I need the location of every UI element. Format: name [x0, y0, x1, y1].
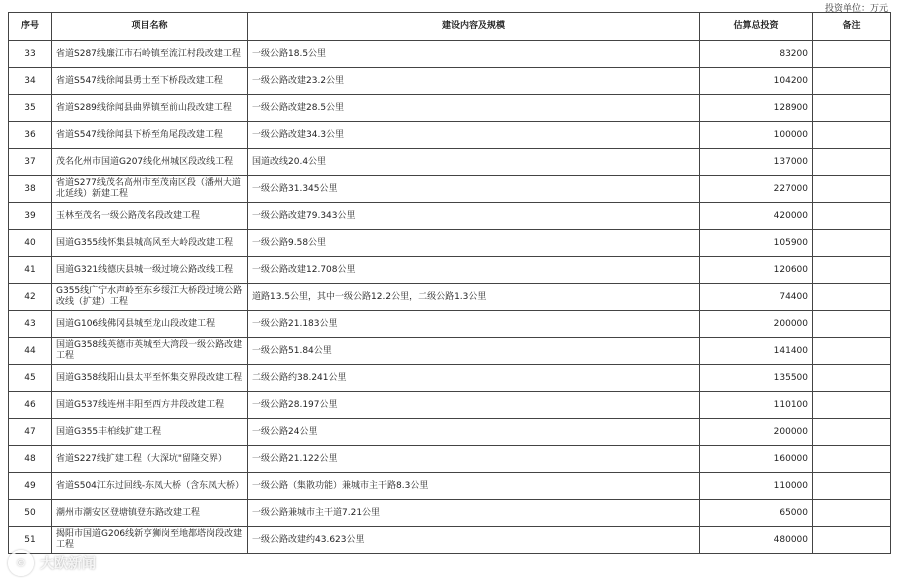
cell-seq: 34: [9, 68, 52, 95]
cell-seq: 45: [9, 365, 52, 392]
cell-project-name: 国道G355丰柏线扩建工程: [52, 419, 248, 446]
cell-seq: 33: [9, 41, 52, 68]
cell-scope: 一级公路改建28.5公里: [248, 95, 700, 122]
cell-seq: 35: [9, 95, 52, 122]
cell-project-name: 国道G355线怀集县城高风至大岭段改建工程: [52, 230, 248, 257]
cell-note: [813, 95, 891, 122]
cell-project-name: 省道S289线徐闻县曲界镇至前山段改建工程: [52, 95, 248, 122]
table-row: [9, 176, 891, 203]
cell-scope: 国道改线20.4公里: [248, 149, 700, 176]
cell-scope: 一级公路21.122公里: [248, 446, 700, 473]
cell-investment: 104200: [700, 68, 813, 95]
header-scope: 建设内容及规模: [248, 13, 700, 41]
table-row: [9, 527, 891, 554]
cell-project-name: 国道G358线阳山县太平至怀集交界段改建工程: [52, 365, 248, 392]
cell-investment: 65000: [700, 500, 813, 527]
watermark-logo-icon: ©: [8, 550, 34, 576]
cell-scope: 道路13.5公里，其中一级公路12.2公里，二级公路1.3公里: [248, 284, 700, 311]
cell-investment: 141400: [700, 338, 813, 365]
cell-project-name: 省道S227线扩建工程（大深坑"留隆交界）: [52, 446, 248, 473]
project-table: [8, 12, 891, 554]
cell-scope: 一级公路9.58公里: [248, 230, 700, 257]
cell-note: [813, 257, 891, 284]
table-row: [9, 203, 891, 230]
cell-note: [813, 392, 891, 419]
cell-project-name: 玉林至茂名一级公路茂名段改建工程: [52, 203, 248, 230]
cell-scope: 一级公路18.5公里: [248, 41, 700, 68]
table-row: [9, 365, 891, 392]
cell-scope: 一级公路改建12.708公里: [248, 257, 700, 284]
cell-seq: 49: [9, 473, 52, 500]
cell-scope: 一级公路改建34.3公里: [248, 122, 700, 149]
table-row: [9, 257, 891, 284]
table-row: [9, 41, 891, 68]
cell-seq: 51: [9, 527, 52, 554]
table-row: [9, 311, 891, 338]
cell-project-name: 省道S504江东过回线-东凤大桥（含东凤大桥）: [52, 473, 248, 500]
cell-note: [813, 473, 891, 500]
table-row: [9, 122, 891, 149]
cell-seq: 36: [9, 122, 52, 149]
table-body: [9, 41, 891, 554]
cell-scope: 一级公路51.84公里: [248, 338, 700, 365]
cell-seq: 50: [9, 500, 52, 527]
cell-note: [813, 500, 891, 527]
cell-seq: 44: [9, 338, 52, 365]
cell-investment: 135500: [700, 365, 813, 392]
header-note: 备注: [813, 13, 891, 41]
table-row: [9, 419, 891, 446]
cell-scope: 一级公路兼城市主干道7.21公里: [248, 500, 700, 527]
cell-scope: 一级公路21.183公里: [248, 311, 700, 338]
cell-seq: 47: [9, 419, 52, 446]
table-row: [9, 446, 891, 473]
cell-project-name: 潮州市潮安区登塘镇登东路改建工程: [52, 500, 248, 527]
table-row: [9, 284, 891, 311]
cell-investment: 160000: [700, 446, 813, 473]
table-row: [9, 95, 891, 122]
cell-investment: 100000: [700, 122, 813, 149]
cell-seq: 46: [9, 392, 52, 419]
cell-project-name: 省道S287线廉江市石岭镇至流江村段改建工程: [52, 41, 248, 68]
cell-note: [813, 365, 891, 392]
cell-investment: 120600: [700, 257, 813, 284]
cell-note: [813, 203, 891, 230]
cell-scope: 一级公路31.345公里: [248, 176, 700, 203]
table-row: [9, 68, 891, 95]
cell-note: [813, 41, 891, 68]
cell-note: [813, 527, 891, 554]
cell-scope: 一级公路24公里: [248, 419, 700, 446]
cell-investment: 110100: [700, 392, 813, 419]
table-row: [9, 230, 891, 257]
cell-project-name: 揭阳市国道G206线新亨狮岗至地都塔岗段改建工程: [52, 527, 248, 554]
cell-investment: 200000: [700, 419, 813, 446]
header-seq: 序号: [9, 13, 52, 41]
cell-scope: 一级公路改建79.343公里: [248, 203, 700, 230]
watermark-text: 大欧新闻: [40, 556, 96, 572]
cell-seq: 43: [9, 311, 52, 338]
cell-seq: 41: [9, 257, 52, 284]
cell-project-name: G355线广宁水声岭至东乡绥江大桥段过境公路改线（扩建）工程: [52, 284, 248, 311]
cell-seq: 40: [9, 230, 52, 257]
cell-scope: 一级公路改建约43.623公里: [248, 527, 700, 554]
cell-investment: 480000: [700, 527, 813, 554]
cell-note: [813, 230, 891, 257]
cell-project-name: 国道G358线英德市英城至大湾段一级公路改建工程: [52, 338, 248, 365]
cell-note: [813, 176, 891, 203]
cell-project-name: 省道S547线徐闻县下桥至角尾段改建工程: [52, 122, 248, 149]
cell-seq: 37: [9, 149, 52, 176]
cell-project-name: 茂名化州市国道G207线化州城区段改线工程: [52, 149, 248, 176]
cell-note: [813, 338, 891, 365]
cell-project-name: 省道S547线徐闻县勇士至下桥段改建工程: [52, 68, 248, 95]
cell-note: [813, 122, 891, 149]
cell-note: [813, 311, 891, 338]
cell-project-name: 省道S277线茂名高州市至茂南区段（潘州大道北延线）新建工程: [52, 176, 248, 203]
cell-scope: 一级公路（集散功能）兼城市主干路8.3公里: [248, 473, 700, 500]
cell-seq: 39: [9, 203, 52, 230]
cell-seq: 48: [9, 446, 52, 473]
cell-investment: 105900: [700, 230, 813, 257]
cell-investment: 420000: [700, 203, 813, 230]
header-project-name: 项目名称: [52, 13, 248, 41]
table-row: [9, 473, 891, 500]
cell-note: [813, 419, 891, 446]
cell-investment: 128900: [700, 95, 813, 122]
cell-investment: 74400: [700, 284, 813, 311]
cell-seq: 42: [9, 284, 52, 311]
table-row: [9, 149, 891, 176]
cell-investment: 200000: [700, 311, 813, 338]
cell-scope: 二级公路约38.241公里: [248, 365, 700, 392]
cell-project-name: 国道G321线德庆县城一级过境公路改线工程: [52, 257, 248, 284]
cell-scope: 一级公路28.197公里: [248, 392, 700, 419]
cell-investment: 227000: [700, 176, 813, 203]
cell-note: [813, 149, 891, 176]
table-header-row: [9, 13, 891, 41]
cell-note: [813, 284, 891, 311]
cell-seq: 38: [9, 176, 52, 203]
cell-project-name: 国道G106线佛冈县城至龙山段改建工程: [52, 311, 248, 338]
investment-unit-note: 投资单位：万元: [824, 4, 888, 14]
table-row: [9, 338, 891, 365]
cell-investment: 110000: [700, 473, 813, 500]
cell-project-name: 国道G537线连州丰阳至西方井段改建工程: [52, 392, 248, 419]
cell-investment: 137000: [700, 149, 813, 176]
watermark: [8, 550, 96, 576]
cell-investment: 83200: [700, 41, 813, 68]
cell-scope: 一级公路改建23.2公里: [248, 68, 700, 95]
cell-note: [813, 446, 891, 473]
table-row: [9, 392, 891, 419]
header-investment: 估算总投资: [700, 13, 813, 41]
table-row: [9, 500, 891, 527]
cell-note: [813, 68, 891, 95]
